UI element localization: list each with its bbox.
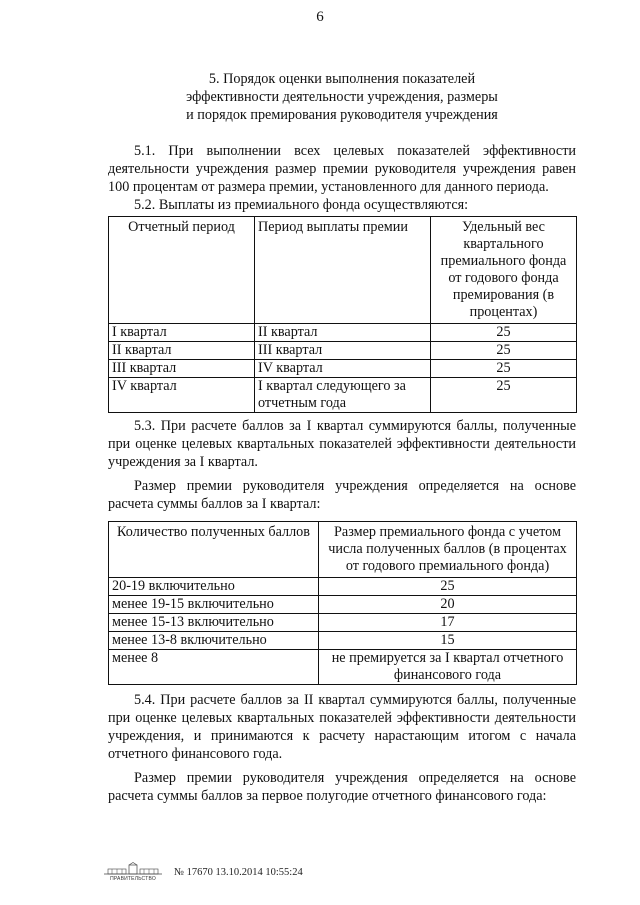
table-row — [109, 342, 577, 360]
table-cell: III квартал — [255, 342, 431, 360]
table-cell: 25 — [431, 342, 577, 360]
table-cell: 25 — [431, 324, 577, 342]
table-cell: II квартал — [255, 324, 431, 342]
table-row — [109, 378, 577, 413]
table-cell: 25 — [431, 378, 577, 413]
table-row — [109, 360, 577, 378]
page-number: 6 — [316, 9, 324, 25]
document-footer — [100, 862, 303, 882]
table-header-row — [109, 522, 577, 578]
heading-line-3: и порядок премирования руководителя учреждения — [186, 107, 498, 123]
table-cell: I квартал следующего за отчетным года — [255, 378, 431, 413]
table-header-cell: Количество полученных баллов — [109, 522, 319, 578]
government-stamp — [100, 862, 166, 882]
table-cell: менее 13-8 включительно — [109, 632, 319, 650]
table-header-cell: Удельный вес квартального премиального фонда от годового фонда премирования (в процентах) — [431, 217, 577, 324]
stamp-caption: ПРАВИТЕЛЬСТВО — [110, 876, 156, 882]
table-header-cell: Размер премиального фонда с учетом числа полученных баллов (в процентах от годового премиального фонда) — [319, 522, 577, 578]
table-cell: IV квартал — [109, 378, 255, 413]
paragraph-size-q1: Размер премии руководителя учреждения определяется на основе расчета суммы баллов за I квартал: — [108, 478, 576, 512]
registration-number: № 17670 13.10.2014 10:55:24 — [174, 866, 303, 878]
table-row — [109, 632, 577, 650]
paragraph-5-1: 5.1. При выполнении всех целевых показателей эффективности деятельности учреждения размер премии руководителя учреждения равен 100 процентам от размера премии, установленного для данного периода. — [108, 143, 576, 195]
table-row — [109, 578, 577, 596]
table-header-cell: Период выплаты премии — [255, 217, 431, 324]
table-cell: II квартал — [109, 342, 255, 360]
table-header-row — [109, 217, 577, 324]
paragraph-5-3: 5.3. При расчете баллов за I квартал суммируются баллы, полученные при оценке целевых квартальных показателей эффективности деятельности учреждения за I квартал. — [108, 418, 576, 470]
table-header-cell: Отчетный период — [109, 217, 255, 324]
table-cell: 25 — [319, 578, 577, 596]
paragraph-size-h1: Размер премии руководителя учреждения определяется на основе расчета суммы баллов за первое полугодие отчетного финансового года: — [108, 770, 576, 804]
payout-schedule-table — [108, 216, 577, 413]
heading-line-1: 5. Порядок оценки выполнения показателей — [208, 71, 476, 87]
table-cell: 15 — [319, 632, 577, 650]
table-row — [109, 614, 577, 632]
table-cell: III квартал — [109, 360, 255, 378]
table-cell: 25 — [431, 360, 577, 378]
paragraph-5-2: 5.2. Выплаты из премиального фонда осуществляются: — [134, 197, 469, 213]
table-cell: IV квартал — [255, 360, 431, 378]
building-emblem-icon — [102, 862, 164, 876]
table-cell: 20-19 включительно — [109, 578, 319, 596]
table-row — [109, 596, 577, 614]
table-cell: менее 8 — [109, 650, 319, 685]
table-cell: менее 19-15 включительно — [109, 596, 319, 614]
points-to-bonus-table — [108, 521, 577, 685]
table-row — [109, 324, 577, 342]
document-body — [108, 70, 576, 805]
table-cell: I квартал — [109, 324, 255, 342]
table-cell: 17 — [319, 614, 577, 632]
heading-line-2: эффективности деятельности учреждения, размеры — [186, 89, 498, 105]
table-row — [109, 650, 577, 685]
section-heading — [108, 70, 576, 124]
table-cell: менее 15-13 включительно — [109, 614, 319, 632]
paragraph-5-4: 5.4. При расчете баллов за II квартал суммируются баллы, полученные при оценке целевых квартальных показателей эффективности деятельности учреждения, и принимаются к расчету нарастающим итогом с начала отчетного финансового года. — [108, 692, 576, 762]
table-cell: 20 — [319, 596, 577, 614]
table-cell: не премируется за I квартал отчетного финансового года — [319, 650, 577, 685]
